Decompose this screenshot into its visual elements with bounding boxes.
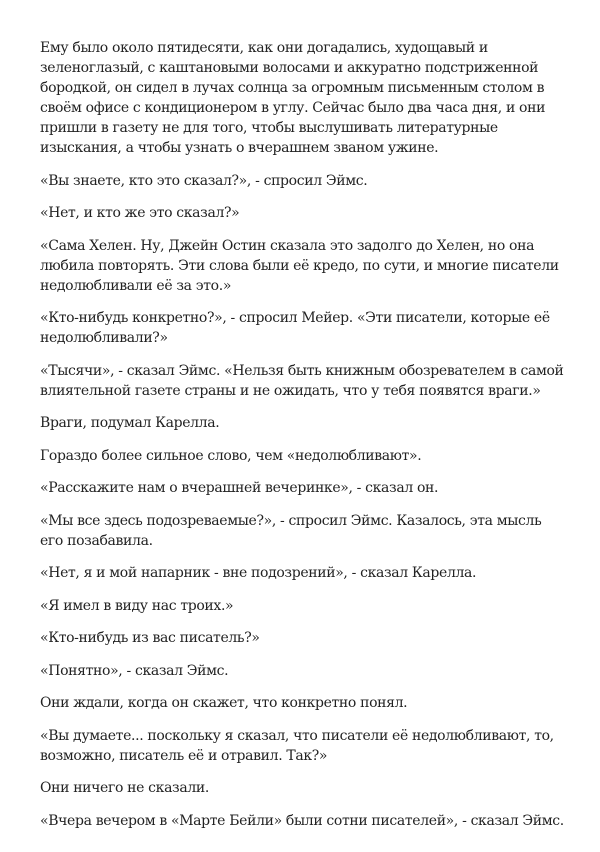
text-line: «Сама Хелен. Ну, Джейн Остин сказала это задолго до Хелен, но она bbox=[40, 237, 535, 254]
text-line: «Нет, и кто же это сказал?» bbox=[40, 205, 240, 221]
text-line: его позабавила. bbox=[40, 532, 153, 549]
paragraph bbox=[40, 811, 570, 831]
paragraph bbox=[40, 308, 570, 348]
text-line: «Вы знаете, кто это сказал?», - спросил Эймс. bbox=[40, 172, 368, 189]
paragraph bbox=[40, 563, 570, 583]
text-line: недолюбливали её за это.» bbox=[40, 277, 232, 294]
text-line: «Нет, я и мой напарник - вне подозрений», - сказал Карелла. bbox=[40, 565, 477, 581]
paragraph bbox=[40, 171, 570, 191]
paragraph bbox=[40, 361, 570, 401]
text-line: Ему было около пятидесяти, как они догадались, худощавый и bbox=[40, 40, 488, 56]
text-line: своём офисе с кондиционером в углу. Сейчас было два часа дня, и они bbox=[40, 100, 546, 116]
paragraph bbox=[40, 38, 570, 158]
paragraph bbox=[40, 446, 570, 466]
paragraph bbox=[40, 661, 570, 681]
text-line: Они ждали, когда он скажет, что конкретно понял. bbox=[40, 695, 408, 711]
text-line: «Кто-нибудь из вас писатель?» bbox=[40, 630, 260, 646]
text-line: «Вчера вечером в «Марте Бейли» были сотни писателей», - сказал Эймс. bbox=[40, 812, 564, 829]
paragraph bbox=[40, 203, 570, 223]
text-line: влиятельной газете страны и не ожидать, что у тебя появятся враги.» bbox=[40, 382, 541, 399]
text-line: «Кто-нибудь конкретно?», - спросил Мейер. «Эти писатели, которые её bbox=[40, 310, 550, 326]
text-line: «Понятно», - сказал Эймс. bbox=[40, 662, 229, 679]
paragraph bbox=[40, 511, 570, 551]
paragraph bbox=[40, 693, 570, 713]
text-line: пришли в газету не для того, чтобы выслушивать литературные bbox=[40, 120, 498, 136]
paragraph bbox=[40, 413, 570, 433]
text-line: бородкой, он сидел в лучах солнца за огромным письменным столом в bbox=[40, 80, 545, 96]
text-line: Гораздо более сильное слово, чем «недолюбливают». bbox=[40, 447, 422, 464]
text-line: «Расскажите нам о вчерашней вечеринке», - сказал он. bbox=[40, 480, 439, 496]
paragraph bbox=[40, 628, 570, 648]
paragraph bbox=[40, 778, 570, 798]
text-line: недолюбливали?» bbox=[40, 330, 168, 346]
text-line: зеленоглазый, с каштановыми волосами и аккуратно подстриженной bbox=[40, 60, 539, 76]
text-line: изыскания, а чтобы узнать о вчерашнем званом ужине. bbox=[40, 140, 439, 156]
text-line: возможно, писатель её и отравил. Так?» bbox=[40, 747, 328, 764]
paragraph bbox=[40, 596, 570, 616]
paragraph bbox=[40, 478, 570, 498]
text-line: «Мы все здесь подозреваемые?», - спросил Эймс. Казалось, эта мысль bbox=[40, 512, 542, 529]
document-page bbox=[40, 38, 570, 843]
text-line: Они ничего не сказали. bbox=[40, 780, 209, 796]
text-line: «Тысячи», - сказал Эймс. «Нельзя быть книжным обозревателем в самой bbox=[40, 362, 564, 379]
text-line: Враги, подумал Карелла. bbox=[40, 415, 220, 431]
paragraph bbox=[40, 236, 570, 296]
text-line: любила повторять. Эти слова были её кредо, по сути, и многие писатели bbox=[40, 257, 559, 274]
paragraph bbox=[40, 726, 570, 766]
text-line: «Вы думаете... поскольку я сказал, что писатели её недолюбливают, то, bbox=[40, 727, 554, 744]
text-line: «Я имел в виду нас троих.» bbox=[40, 597, 234, 614]
